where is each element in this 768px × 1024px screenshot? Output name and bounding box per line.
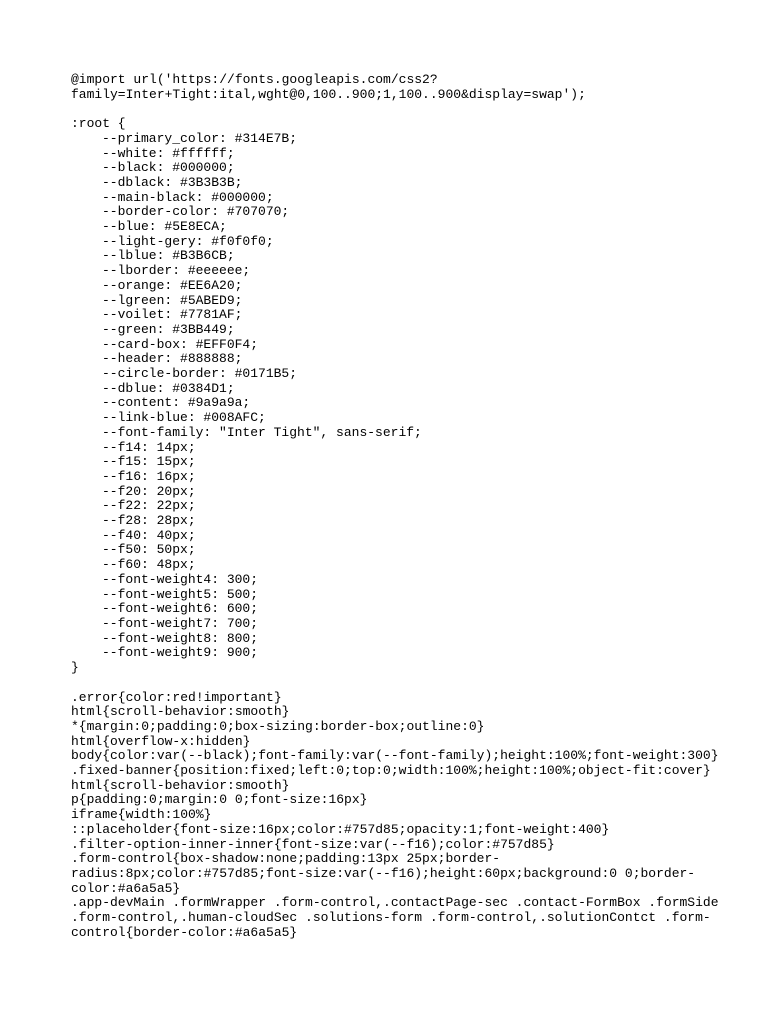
css-variable-line: --light-gery: #f0f0f0;: [102, 233, 274, 249]
root-selector-open: :root {: [71, 116, 126, 132]
css-rule-line: .filter-option-inner-inner{font-size:var(--f16);color:#757d85}: [71, 836, 555, 852]
css-rule-line: p{padding:0;margin:0 0;font-size:16px}: [71, 792, 368, 808]
css-rule-line: color:#a6a5a5}: [71, 880, 181, 896]
css-variable-line: --f28: 28px;: [102, 513, 196, 529]
css-rule-line: body{color:var(--black);font-family:var(--font-family);height:100%;font-weight:300}: [71, 748, 719, 764]
css-rule-line: radius:8px;color:#757d85;font-size:var(--f16);height:60px;background:0 0;border-: [71, 865, 696, 881]
css-rule-line: .form-control{box-shadow:none;padding:13px 25px;border-: [71, 851, 501, 867]
css-variable-line: --circle-border: #0171B5;: [102, 366, 298, 382]
css-variable-line: --voilet: #7781AF;: [102, 307, 243, 323]
css-variable-line: --white: #ffffff;: [102, 145, 235, 161]
css-variable-line: --link-blue: #008AFC;: [102, 410, 266, 426]
css-variable-line: --font-weight9: 900;: [102, 645, 259, 661]
css-variable-line: --lborder: #eeeeee;: [102, 263, 251, 279]
css-variable-line: --orange: #EE6A20;: [102, 277, 243, 293]
root-block: [71, 117, 731, 676]
css-variable-line: --font-weight7: 700;: [102, 616, 259, 631]
css-variable-line: --font-weight8: 800;: [102, 630, 259, 646]
css-rules-list: [71, 691, 731, 941]
css-rule-line: html{overflow-x:hidden}: [71, 733, 251, 749]
css-variable-line: --f15: 15px;: [102, 454, 196, 470]
css-variable-line: --font-weight5: 500;: [102, 586, 259, 602]
root-variables-list: [71, 132, 731, 661]
css-variable-line: --blue: #5E8ECA;: [102, 219, 227, 235]
css-variable-line: --f20: 20px;: [102, 483, 196, 499]
css-rule-line: html{scroll-behavior:smooth}: [71, 704, 290, 720]
css-variable-line: --border-color: #707070;: [102, 204, 290, 220]
css-rule-line: html{scroll-behavior:smooth}: [71, 777, 290, 793]
css-variable-line: --header: #888888;: [102, 351, 243, 367]
css-rule-line: *{margin:0;padding:0;box-sizing:border-box;outline:0}: [71, 718, 485, 734]
import-line: family=Inter+Tight:ital,wght@0,100..900;1,100..900&display=swap');: [71, 86, 586, 102]
css-rule-line: .fixed-banner{position:fixed;left:0;top:0;width:100%;height:100%;object-fit:cover}: [71, 763, 711, 779]
css-variable-line: --f40: 40px;: [102, 527, 196, 543]
css-variable-line: --f16: 16px;: [102, 468, 196, 484]
css-variable-line: --content: #9a9a9a;: [102, 395, 251, 411]
css-rule-line: control{border-color:#a6a5a5}: [71, 924, 298, 940]
css-rule-line: .form-control,.human-cloudSec .solutions-form .form-control,.solutionContct .form-: [71, 910, 711, 926]
root-selector-close: }: [71, 660, 79, 676]
css-variable-line: --primary_color: #314E7B;: [102, 130, 298, 146]
css-rule-line: .error{color:red!important}: [71, 689, 282, 705]
import-line: @import url('https://fonts.googleapis.com/css2?: [71, 72, 438, 87]
css-variable-line: --f50: 50px;: [102, 542, 196, 558]
css-variable-line: --dblack: #3B3B3B;: [102, 174, 243, 190]
css-variable-line: --f14: 14px;: [102, 439, 196, 455]
css-variable-line: --font-family: "Inter Tight", sans-serif;: [102, 424, 422, 440]
css-variable-line: --lblue: #B3B6CB;: [102, 248, 235, 264]
import-statement: [71, 73, 731, 102]
css-variable-line: --f22: 22px;: [102, 498, 196, 514]
css-variable-line: --green: #3BB449;: [102, 321, 235, 337]
css-rule-line: ::placeholder{font-size:16px;color:#757d85;opacity:1;font-weight:400}: [71, 821, 610, 837]
css-rule-line: .app-devMain .formWrapper .form-control,.contactPage-sec .contact-FormBox .formSide: [71, 895, 719, 911]
css-variable-line: --lgreen: #5ABED9;: [102, 292, 243, 308]
css-variable-line: --card-box: #EFF0F4;: [102, 336, 259, 352]
css-variable-line: --font-weight6: 600;: [102, 601, 259, 617]
css-variable-line: --black: #000000;: [102, 160, 235, 176]
blank-line: [71, 676, 731, 691]
css-variable-line: --f60: 48px;: [102, 557, 196, 573]
css-source-listing: [71, 73, 731, 940]
css-variable-line: --font-weight4: 300;: [102, 571, 259, 587]
css-variable-line: --main-black: #000000;: [102, 189, 274, 205]
css-rule-line: iframe{width:100%}: [71, 807, 212, 823]
css-variable-line: --dblue: #0384D1;: [102, 380, 235, 396]
blank-line: [71, 102, 731, 117]
